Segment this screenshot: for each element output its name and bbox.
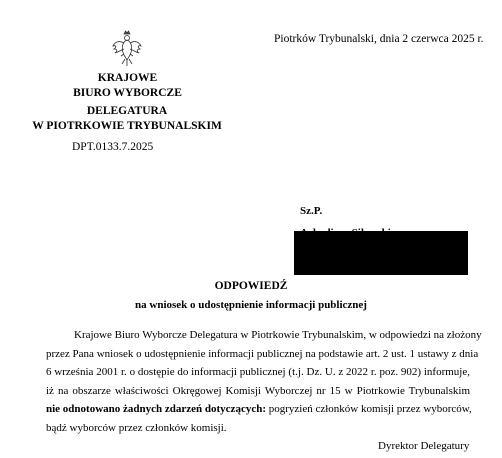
body-line-4: iż na obszarze właściwości Okręgowej Komisji Wyborczej nr 15 w Piotrkowie Trybunalskim <box>46 384 470 397</box>
office-line-1: KRAJOWE <box>97 72 158 84</box>
body-line-5 <box>46 400 470 419</box>
body-paragraph <box>46 326 482 437</box>
office-line-2: BIURO WYBORCZE <box>73 87 182 99</box>
body-line-5-rest: pogryzień członków komisji przez wyborców, <box>266 403 472 415</box>
redacted-address <box>294 231 468 275</box>
reference-number: DPT.0133.7.2025 <box>72 141 154 153</box>
polish-eagle-emblem-icon <box>111 30 143 68</box>
document-title: ODPOWIEDŹ <box>214 280 288 292</box>
recipient-salutation: Sz.P. <box>300 205 323 217</box>
office-branch <box>28 104 226 134</box>
office-line-4: W PIOTRKOWIE TRYBUNALSKIM <box>32 120 222 132</box>
office-name <box>50 71 205 101</box>
office-line-3: DELEGATURA <box>86 105 168 117</box>
body-line-1: Krajowe Biuro Wyborcze Delegatura w Piotrkowie Trybunalskim, w odpowiedzi na złożony <box>74 329 482 341</box>
body-line-6: bądź wyborców przez członków komisji. <box>46 421 227 434</box>
signature-title: Dyrektor Delegatury <box>378 440 470 452</box>
document-subtitle: na wniosek o udostępnienie informacji publicznej <box>135 299 367 311</box>
place-and-date: Piotrków Trybunalski, dnia 2 czerwca 2025 r. <box>274 33 484 45</box>
body-line-3: 6 września 2001 r. o dostępie do informacji publicznej (t.j. Dz. U. z 2022 r. poz. 902) informuje, <box>46 366 470 378</box>
body-line-2: przez Pana wniosek o udostępnienie informacji publicznej na podstawie art. 2 ust. 1 ustawy z dnia <box>46 347 479 360</box>
body-line-5-bold: nie odnotowano żadnych zdarzeń dotyczących: <box>46 403 266 415</box>
